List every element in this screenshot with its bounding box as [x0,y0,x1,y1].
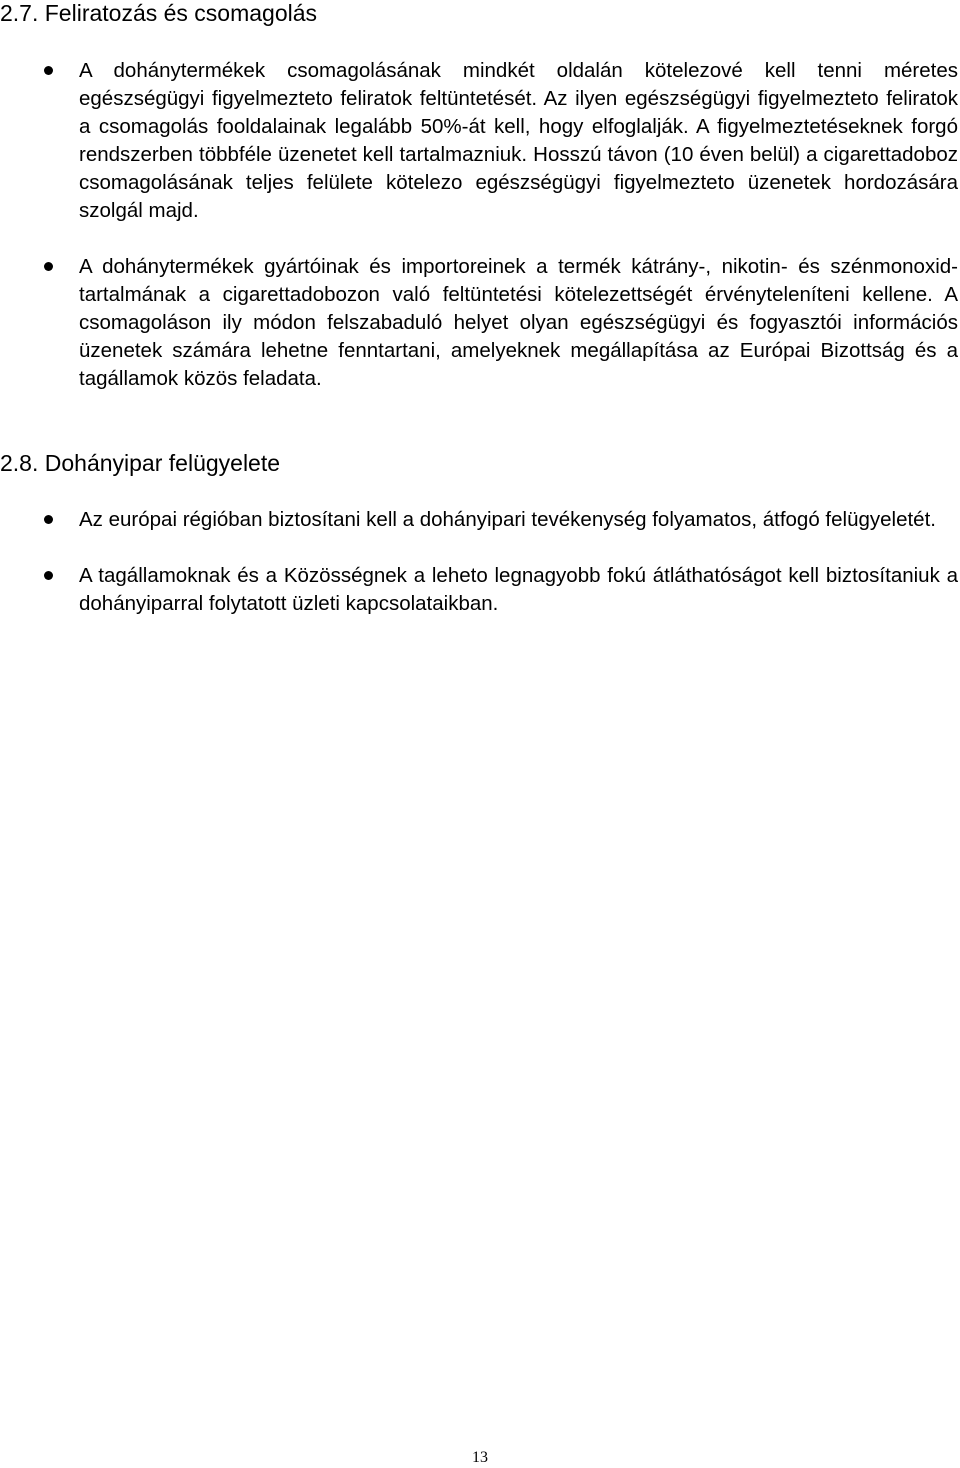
list-item-text: A dohánytermékek gyártóinak és importoreinek a termék kátrány-, nikotin- és szénmonoxid-tartalmának a cigarettadobozon való feltüntetési kötelezettségét érvényteleníteni kellene. A csomagoláson ily módon felszabaduló helyet olyan egészségügyi és fogyasztói információs üzenetek számára lehetne fenntartani, amelyeknek megállapítása az Európai Bizottság és a tagállamok közös feladata. [79,255,958,390]
list-item [0,253,960,393]
bullet-list-2-8 [0,506,960,618]
section-heading-2-8: 2.8. Dohányipar felügyelete [0,450,281,476]
list-item-text: Az európai régióban biztosítani kell a dohányipari tevékenység folyamatos, átfogó felügyeletét. [79,508,936,531]
bullet-dot-icon [44,571,53,580]
list-item-text: A tagállamoknak és a Közösségnek a leheto legnagyobb fokú átláthatóságot kell biztosítaniuk a dohányiparral folytatott üzleti kapcsolataikban. [79,564,958,615]
page-number: 13 [472,1449,488,1466]
list-item-text: A dohánytermékek csomagolásának mindkét oldalán kötelezové kell tenni méretes egészségügyi figyelmezteto feliratok feltüntetését. Az ilyen egészségügyi figyelmezteto feliratok a csomagolás fooldalainak legalább 50%-át kell, hogy elfoglalják. A figyelmeztetéseknek forgó rendszerben többféle üzenetet kell tartalmazniuk. Hosszú távon (10 éven belül) a cigarettadoboz csomagolásának teljes felülete kötelezo egészségügyi figyelmezteto üzenetek hordozására szolgál majd. [79,59,958,222]
list-item [0,506,960,534]
list-item [0,562,960,618]
section-heading-2-7: 2.7. Feliratozás és csomagolás [0,0,318,26]
bullet-dot-icon [44,66,53,75]
bullet-dot-icon [44,262,53,271]
bullet-list-2-7 [0,57,960,393]
bullet-dot-icon [44,515,53,524]
list-item [0,57,960,225]
